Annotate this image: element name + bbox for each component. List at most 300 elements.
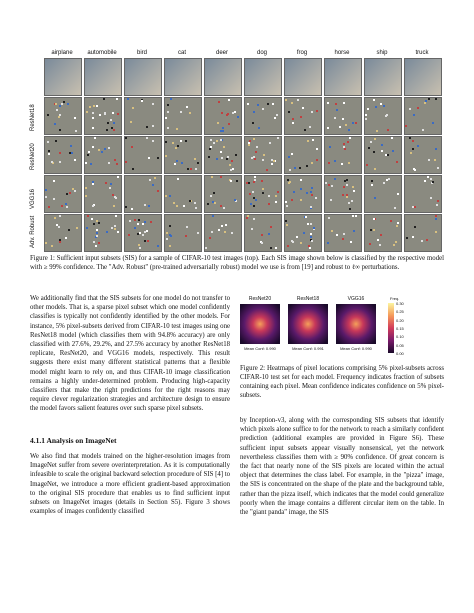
sis-pixel bbox=[253, 138, 255, 140]
sis-pixel bbox=[291, 199, 293, 201]
sis-pixel bbox=[377, 239, 379, 241]
sis-pixel bbox=[369, 243, 371, 245]
sis-pixel bbox=[59, 152, 61, 154]
sis-pixel bbox=[218, 101, 220, 103]
sis-pixel bbox=[424, 180, 426, 182]
sis-pixel bbox=[300, 116, 302, 118]
sis-pixel bbox=[352, 215, 354, 217]
sis-pixel bbox=[342, 194, 344, 196]
sis-pixel bbox=[212, 215, 214, 217]
sis-pixel bbox=[214, 202, 216, 204]
sis-pixel bbox=[180, 111, 182, 113]
sis-pixel bbox=[74, 190, 76, 192]
row-label-text: Adv. Robust bbox=[30, 215, 36, 248]
sis-pixel bbox=[114, 159, 116, 161]
sis-pixel bbox=[114, 225, 116, 227]
sis-pixel bbox=[272, 103, 274, 105]
sis-pixel bbox=[277, 137, 279, 139]
sis-pixel bbox=[262, 192, 264, 194]
sis-pixel bbox=[291, 102, 293, 104]
sis-pixel bbox=[292, 122, 294, 124]
sis-pixel bbox=[289, 181, 291, 183]
sis-pixel bbox=[255, 199, 257, 201]
sis-pixel bbox=[310, 236, 312, 238]
sis-pixel bbox=[47, 141, 49, 143]
sis-pixel bbox=[190, 168, 192, 170]
sis-pixel bbox=[268, 203, 270, 205]
sis-pixel bbox=[194, 202, 196, 204]
sis-pixel bbox=[383, 105, 385, 107]
sis-pixel bbox=[228, 123, 230, 125]
sis-image-ship bbox=[364, 175, 402, 213]
sis-pixel bbox=[197, 232, 199, 234]
sis-pixel bbox=[434, 159, 436, 161]
sis-image-truck bbox=[404, 136, 442, 174]
sis-pixel bbox=[221, 112, 223, 114]
sis-pixel bbox=[267, 103, 269, 105]
sis-pixel bbox=[412, 206, 414, 208]
sis-pixel bbox=[300, 199, 302, 201]
sis-pixel bbox=[68, 229, 70, 231]
sis-pixel bbox=[141, 100, 143, 102]
original-image-truck bbox=[404, 58, 442, 96]
sis-pixel bbox=[435, 218, 437, 220]
sis-pixel bbox=[167, 127, 169, 129]
sis-pixel bbox=[223, 146, 225, 148]
sis-pixel bbox=[116, 163, 118, 165]
sis-pixel bbox=[228, 99, 230, 101]
sis-pixel bbox=[344, 180, 346, 182]
sis-pixel bbox=[210, 195, 212, 197]
sis-pixel bbox=[76, 227, 78, 229]
sis-pixel bbox=[427, 176, 429, 178]
sis-pixel bbox=[108, 162, 110, 164]
sis-pixel bbox=[227, 113, 229, 115]
column-header-deer: deer bbox=[215, 50, 228, 56]
sis-pixel bbox=[349, 208, 351, 210]
sis-pixel bbox=[131, 146, 133, 148]
sis-pixel bbox=[325, 182, 327, 184]
sis-pixel bbox=[210, 139, 212, 141]
sis-image-dog bbox=[244, 136, 282, 174]
original-image-cat bbox=[164, 58, 202, 96]
sis-pixel bbox=[409, 108, 411, 110]
sis-pixel bbox=[437, 200, 439, 202]
sis-pixel bbox=[222, 127, 224, 129]
sis-pixel bbox=[197, 162, 199, 164]
sis-pixel bbox=[115, 215, 117, 217]
sis-pixel bbox=[229, 164, 231, 166]
sis-pixel bbox=[59, 129, 61, 131]
sis-image-cat bbox=[164, 175, 202, 213]
sis-pixel bbox=[103, 98, 105, 100]
sis-pixel bbox=[53, 180, 55, 182]
sis-pixel bbox=[414, 169, 416, 171]
sis-pixel bbox=[105, 182, 107, 184]
sis-pixel bbox=[387, 129, 389, 131]
sis-pixel bbox=[223, 207, 225, 209]
column-header-frog: frog bbox=[296, 50, 308, 56]
sis-pixel bbox=[106, 231, 108, 233]
sis-image-airplane bbox=[44, 175, 82, 213]
sis-pixel bbox=[104, 113, 106, 115]
sis-pixel bbox=[91, 218, 93, 220]
sis-pixel bbox=[253, 205, 255, 207]
sis-pixel bbox=[412, 148, 414, 150]
sis-pixel bbox=[209, 237, 211, 239]
sis-image-dog bbox=[244, 175, 282, 213]
sis-pixel bbox=[328, 217, 330, 219]
sis-pixel bbox=[221, 157, 223, 159]
sis-pixel bbox=[226, 158, 228, 160]
sis-pixel bbox=[225, 224, 227, 226]
colorbar-tick: 0.25 bbox=[396, 309, 404, 315]
sis-pixel bbox=[410, 152, 412, 154]
sis-image-bird bbox=[124, 136, 162, 174]
sis-pixel bbox=[108, 147, 110, 149]
sis-pixel bbox=[216, 158, 218, 160]
sis-pixel bbox=[86, 111, 88, 113]
sis-pixel bbox=[235, 154, 237, 156]
sis-pixel bbox=[96, 229, 98, 231]
sis-pixel bbox=[373, 229, 375, 231]
sis-pixel bbox=[87, 154, 89, 156]
sis-pixel bbox=[390, 220, 392, 222]
sis-pixel bbox=[216, 140, 218, 142]
sis-pixel bbox=[371, 180, 373, 182]
sis-pixel bbox=[253, 156, 255, 158]
sis-pixel bbox=[343, 143, 345, 145]
sis-pixel bbox=[157, 190, 159, 192]
sis-pixel bbox=[291, 153, 293, 155]
sis-pixel bbox=[183, 205, 185, 207]
sis-image-cat bbox=[164, 97, 202, 135]
sis-pixel bbox=[297, 99, 299, 101]
sis-pixel bbox=[115, 197, 117, 199]
sis-pixel bbox=[253, 111, 255, 113]
sis-pixel bbox=[195, 207, 197, 209]
sis-pixel bbox=[387, 154, 389, 156]
sis-pixel bbox=[349, 137, 351, 139]
sis-pixel bbox=[277, 191, 279, 193]
sis-pixel bbox=[210, 146, 212, 148]
sis-pixel bbox=[113, 129, 115, 131]
sis-pixel bbox=[220, 151, 222, 153]
sis-pixel bbox=[274, 117, 276, 119]
sis-pixel bbox=[327, 102, 329, 104]
colorbar-tick: 0.30 bbox=[396, 301, 404, 306]
sis-pixel bbox=[92, 127, 94, 129]
sis-pixel bbox=[426, 239, 428, 241]
sis-pixel bbox=[96, 105, 98, 107]
sis-pixel bbox=[435, 98, 437, 100]
sis-pixel bbox=[286, 224, 288, 226]
original-image-horse bbox=[324, 58, 362, 96]
sis-pixel bbox=[430, 197, 432, 199]
sis-pixel bbox=[231, 232, 233, 234]
sis-pixel bbox=[138, 244, 140, 246]
sis-pixel bbox=[409, 137, 411, 139]
sis-pixel bbox=[128, 234, 130, 236]
sis-pixel bbox=[65, 237, 67, 239]
sis-pixel bbox=[45, 242, 47, 244]
sis-image-dog bbox=[244, 97, 282, 135]
sis-pixel bbox=[75, 130, 77, 132]
sis-pixel bbox=[383, 182, 385, 184]
sis-pixel bbox=[169, 245, 171, 247]
sis-pixel bbox=[174, 163, 176, 165]
sis-pixel bbox=[110, 183, 112, 185]
sis-pixel bbox=[355, 122, 357, 124]
sis-pixel bbox=[330, 199, 332, 201]
sis-pixel bbox=[381, 150, 383, 152]
sis-pixel bbox=[287, 245, 289, 247]
sis-pixel bbox=[348, 162, 350, 164]
original-image-bird bbox=[124, 58, 162, 96]
sis-pixel bbox=[98, 149, 100, 151]
sis-pixel bbox=[261, 234, 263, 236]
sis-pixel bbox=[414, 226, 416, 228]
sis-pixel bbox=[252, 122, 254, 124]
sis-pixel bbox=[129, 220, 131, 222]
sis-pixel bbox=[307, 140, 309, 142]
sis-pixel bbox=[213, 142, 215, 144]
sis-pixel bbox=[353, 190, 355, 192]
sis-pixel bbox=[306, 165, 308, 167]
sis-pixel bbox=[45, 189, 47, 191]
column-header-horse: horse bbox=[334, 50, 350, 56]
column-header-dog: dog bbox=[256, 50, 267, 56]
sis-image-automobile bbox=[84, 175, 122, 213]
sis-pixel bbox=[253, 181, 255, 183]
sis-pixel bbox=[71, 152, 73, 154]
sis-pixel bbox=[306, 192, 308, 194]
sis-pixel bbox=[271, 163, 273, 165]
sis-image-airplane bbox=[44, 97, 82, 135]
sis-pixel bbox=[342, 118, 344, 120]
sis-pixel bbox=[186, 106, 188, 108]
sis-pixel bbox=[288, 156, 290, 158]
sis-pixel bbox=[328, 184, 330, 186]
sis-pixel bbox=[309, 126, 311, 128]
sis-pixel bbox=[47, 114, 49, 116]
original-image-ship bbox=[364, 58, 402, 96]
sis-pixel bbox=[275, 247, 277, 249]
sis-pixel bbox=[396, 225, 398, 227]
sis-pixel bbox=[246, 217, 248, 219]
sis-pixel bbox=[180, 140, 182, 142]
sis-pixel bbox=[110, 119, 112, 121]
sis-pixel bbox=[93, 105, 95, 107]
sis-pixel bbox=[220, 130, 222, 132]
sis-pixel bbox=[186, 226, 188, 228]
sis-pixel bbox=[327, 242, 329, 244]
sis-pixel bbox=[422, 129, 424, 131]
sis-pixel bbox=[343, 146, 345, 148]
sis-pixel bbox=[413, 114, 415, 116]
sis-pixel bbox=[58, 116, 60, 118]
sis-pixel bbox=[117, 176, 119, 178]
sis-pixel bbox=[139, 247, 141, 249]
column-header-truck: truck bbox=[415, 50, 429, 56]
sis-pixel bbox=[262, 108, 264, 110]
sis-pixel bbox=[144, 231, 146, 233]
sis-pixel bbox=[374, 197, 376, 199]
sis-pixel bbox=[55, 103, 57, 105]
sis-pixel bbox=[96, 235, 98, 237]
sis-image-horse bbox=[324, 136, 362, 174]
sis-pixel bbox=[48, 153, 50, 155]
sis-pixel bbox=[254, 176, 256, 178]
sis-pixel bbox=[251, 228, 253, 230]
sis-pixel bbox=[296, 236, 298, 238]
sis-pixel bbox=[132, 168, 134, 170]
sis-image-cat bbox=[164, 214, 202, 252]
sis-pixel bbox=[248, 142, 250, 144]
sis-pixel bbox=[107, 122, 109, 124]
sis-pixel bbox=[405, 125, 407, 127]
sis-pixel bbox=[396, 161, 398, 163]
sis-pixel bbox=[74, 159, 76, 161]
sis-pixel bbox=[195, 168, 197, 170]
sis-pixel bbox=[220, 205, 222, 207]
sis-pixel bbox=[276, 114, 278, 116]
sis-pixel bbox=[388, 178, 390, 180]
sis-pixel bbox=[346, 179, 348, 181]
sis-pixel bbox=[334, 178, 336, 180]
sis-pixel bbox=[189, 112, 191, 114]
section-heading-imagenet: 4.1.1 Analysis on ImageNet bbox=[30, 436, 117, 445]
sis-pixel bbox=[86, 227, 88, 229]
sis-pixel bbox=[248, 144, 250, 146]
sis-pixel bbox=[72, 188, 74, 190]
sis-pixel bbox=[435, 215, 437, 217]
sis-pixel bbox=[311, 194, 313, 196]
sis-pixel bbox=[51, 161, 53, 163]
sis-pixel bbox=[96, 232, 98, 234]
heatmap-footer: Mean Conf: 0.991 bbox=[292, 346, 324, 351]
sis-pixel bbox=[275, 201, 277, 203]
sis-pixel bbox=[152, 184, 154, 186]
sis-pixel bbox=[176, 128, 178, 130]
sis-pixel bbox=[125, 161, 127, 163]
sis-pixel bbox=[300, 179, 302, 181]
sis-pixel bbox=[92, 112, 94, 114]
heatmap-title: VGG16 bbox=[347, 296, 365, 302]
sis-pixel bbox=[275, 195, 277, 197]
sis-pixel bbox=[231, 160, 233, 162]
sis-pixel bbox=[262, 159, 264, 161]
sis-pixel bbox=[261, 242, 263, 244]
sis-pixel bbox=[65, 203, 67, 205]
sis-pixel bbox=[331, 185, 333, 187]
sis-pixel bbox=[334, 160, 336, 162]
sis-pixel bbox=[309, 247, 311, 249]
sis-pixel bbox=[104, 148, 106, 150]
figure-2-caption: Figure 2: Heatmaps of pixel locations comprising 5% pixel-subsets across CIFAR-10 test set for each model. Frequency indicates fraction of subsets containing each pixel. Mean confidence indicates confidence on 5% pixel-subsets. bbox=[240, 365, 444, 399]
sis-pixel bbox=[246, 182, 248, 184]
sis-pixel bbox=[394, 207, 396, 209]
sis-pixel bbox=[424, 102, 426, 104]
sis-pixel bbox=[154, 177, 156, 179]
sis-pixel bbox=[310, 233, 312, 235]
sis-pixel bbox=[113, 205, 115, 207]
sis-pixel bbox=[266, 169, 268, 171]
sis-pixel bbox=[365, 114, 367, 116]
sis-pixel bbox=[137, 223, 139, 225]
sis-pixel bbox=[93, 241, 95, 243]
sis-pixel bbox=[305, 216, 307, 218]
row-label-text: ResNet18 bbox=[30, 104, 36, 131]
sis-pixel bbox=[373, 218, 375, 220]
sis-pixel bbox=[59, 105, 61, 107]
sis-pixel bbox=[165, 117, 167, 119]
sis-pixel bbox=[51, 245, 53, 247]
sis-pixel bbox=[92, 181, 94, 183]
sis-image-automobile bbox=[84, 136, 122, 174]
sis-pixel bbox=[432, 122, 434, 124]
sis-pixel bbox=[89, 106, 91, 108]
sis-pixel bbox=[417, 107, 419, 109]
sis-pixel bbox=[269, 142, 271, 144]
sis-pixel bbox=[353, 230, 355, 232]
sis-image-frog bbox=[284, 175, 322, 213]
sis-pixel bbox=[194, 158, 196, 160]
sis-pixel bbox=[222, 130, 224, 132]
colorbar-tick: 0.15 bbox=[396, 326, 404, 331]
column-header-automobile: automobile bbox=[87, 50, 117, 56]
sis-pixel bbox=[428, 98, 430, 100]
sis-pixel bbox=[310, 206, 312, 208]
sis-pixel bbox=[146, 137, 148, 139]
sis-pixel bbox=[169, 195, 171, 197]
row-label-text: ResNet20 bbox=[30, 143, 36, 170]
sis-pixel bbox=[53, 198, 55, 200]
sis-pixel bbox=[146, 230, 148, 232]
sis-pixel bbox=[90, 163, 92, 165]
sis-pixel bbox=[217, 122, 219, 124]
sis-pixel bbox=[315, 197, 317, 199]
sis-pixel bbox=[152, 140, 154, 142]
heatmap-title: ResNet20 bbox=[248, 296, 272, 302]
sis-pixel bbox=[316, 110, 318, 112]
sis-pixel bbox=[351, 200, 353, 202]
column-header-airplane: airplane bbox=[51, 50, 73, 56]
heatmap-vgg16 bbox=[336, 304, 376, 344]
sis-pixel bbox=[373, 99, 375, 101]
sis-pixel bbox=[63, 101, 65, 103]
original-image-frog bbox=[284, 58, 322, 96]
sis-pixel bbox=[374, 168, 376, 170]
sis-pixel bbox=[85, 195, 87, 197]
sis-pixel bbox=[111, 127, 113, 129]
colorbar-tick: 0.20 bbox=[396, 317, 404, 323]
original-image-deer bbox=[204, 58, 242, 96]
sis-pixel bbox=[70, 145, 72, 147]
sis-pixel bbox=[112, 194, 114, 196]
sis-pixel bbox=[237, 116, 239, 118]
sis-pixel bbox=[331, 230, 333, 232]
sis-pixel bbox=[209, 148, 211, 150]
sis-pixel bbox=[254, 158, 256, 160]
sis-pixel bbox=[207, 203, 209, 205]
sis-image-ship bbox=[364, 214, 402, 252]
sis-pixel bbox=[299, 167, 301, 169]
sis-pixel bbox=[177, 178, 179, 180]
figure-1-grid bbox=[30, 50, 444, 253]
sis-pixel bbox=[92, 183, 94, 185]
sis-pixel bbox=[406, 237, 408, 239]
